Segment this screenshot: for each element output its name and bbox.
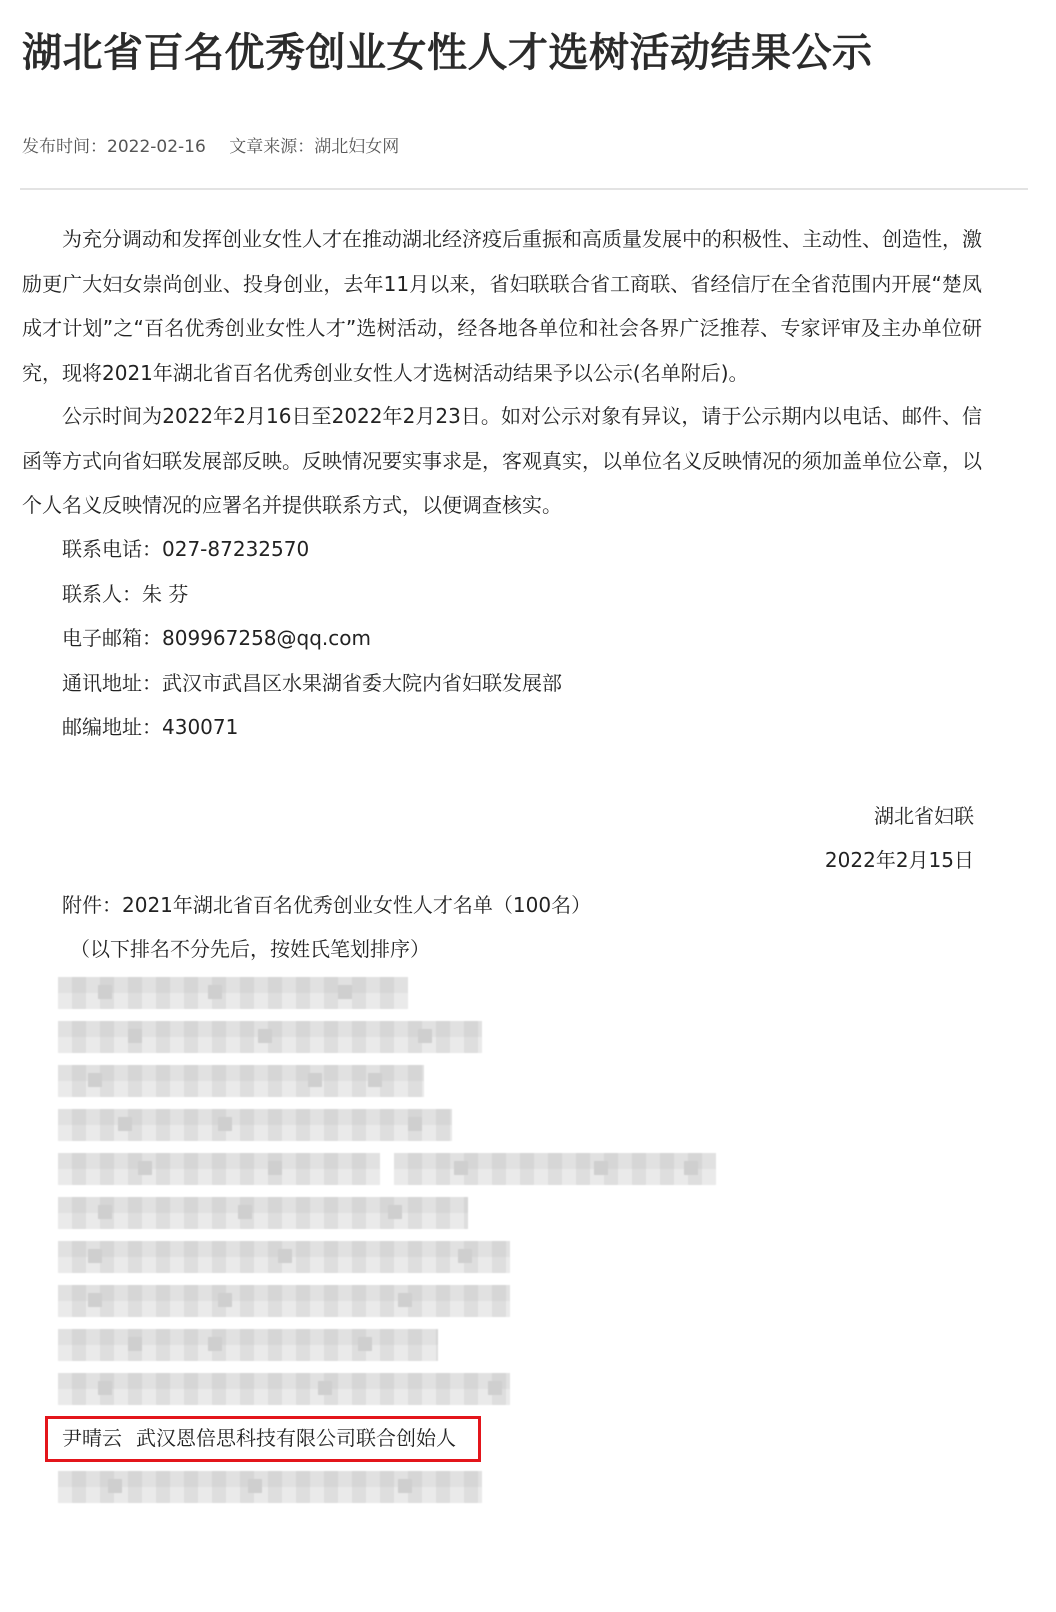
redacted-entry: [58, 1373, 510, 1405]
redacted-entry: [58, 977, 408, 1009]
redacted-entry: [58, 1471, 482, 1503]
contact-address: 通讯地址：武汉市武昌区水果湖省委大院内省妇联发展部: [62, 671, 562, 695]
body-paragraph-1: 为充分调动和发挥创业女性人才在推动湖北经济疫后重振和高质量发展中的积极性、主动性、创造性，激励更广大妇女崇尚创业、投身创业，去年11月以来，省妇联联合省工商联、省经信厅在全省范围内开展“楚凤成才计划”之“百名优秀创业女性人才”选树活动，经各地各单位和社会各界广泛推荐、专家评审及主办单位研究，现将2021年湖北省百名优秀创业女性人才选树活动结果予以公示(名单附后)。: [22, 227, 982, 385]
publish-time: [22, 137, 206, 157]
redacted-entry: [58, 1109, 452, 1141]
article-meta: [22, 132, 417, 157]
redacted-entry: [58, 1197, 468, 1229]
redacted-entry: [58, 1021, 482, 1053]
body-paragraph-2: 公示时间为2022年2月16日至2022年2月23日。如对公示对象有异议，请于公示期内以电话、邮件、信函等方式向省妇联发展部反映。反映情况要实事求是，客观真实，以单位名义反映情况的须加盖单位公章，以个人名义反映情况的应署名并提供联系方式，以便调查核实。: [22, 404, 982, 517]
redacted-entry: [58, 1065, 424, 1097]
source-name: 湖北妇女网: [314, 137, 400, 157]
source-label: 文章来源：: [229, 137, 315, 157]
signature-org: 湖北省妇联: [874, 804, 974, 828]
signature-date: 2022年2月15日: [824, 848, 974, 872]
redacted-entry: [58, 1241, 510, 1273]
redacted-entry: [394, 1153, 716, 1185]
highlighted-entry: [62, 1423, 456, 1453]
contact-person: 联系人：朱 芬: [62, 582, 189, 606]
contact-phone: 联系电话：027-87232570: [62, 537, 310, 561]
article-title: 湖北省百名优秀创业女性人才选树活动结果公示: [22, 30, 873, 76]
redacted-entry: [58, 1153, 380, 1185]
publish-label: 发布时间：: [22, 137, 107, 157]
entry-name: 尹晴云: [62, 1426, 122, 1450]
article-source: [229, 137, 399, 157]
redacted-entry: [58, 1329, 438, 1361]
entry-position: 武汉恩倍思科技有限公司联合创始人: [136, 1426, 456, 1450]
attachment-title: 附件：2021年湖北省百名优秀创业女性人才名单（100名）: [62, 893, 592, 917]
publish-date: 2022-02-16: [107, 137, 206, 157]
contact-email: 电子邮箱：809967258@qq.com: [62, 626, 371, 650]
attachment-note: （以下排名不分先后，按姓氏笔划排序）: [70, 937, 430, 961]
redacted-entry: [58, 1285, 510, 1317]
contact-postcode: 邮编地址：430071: [62, 715, 239, 739]
header-divider: [20, 188, 1028, 190]
